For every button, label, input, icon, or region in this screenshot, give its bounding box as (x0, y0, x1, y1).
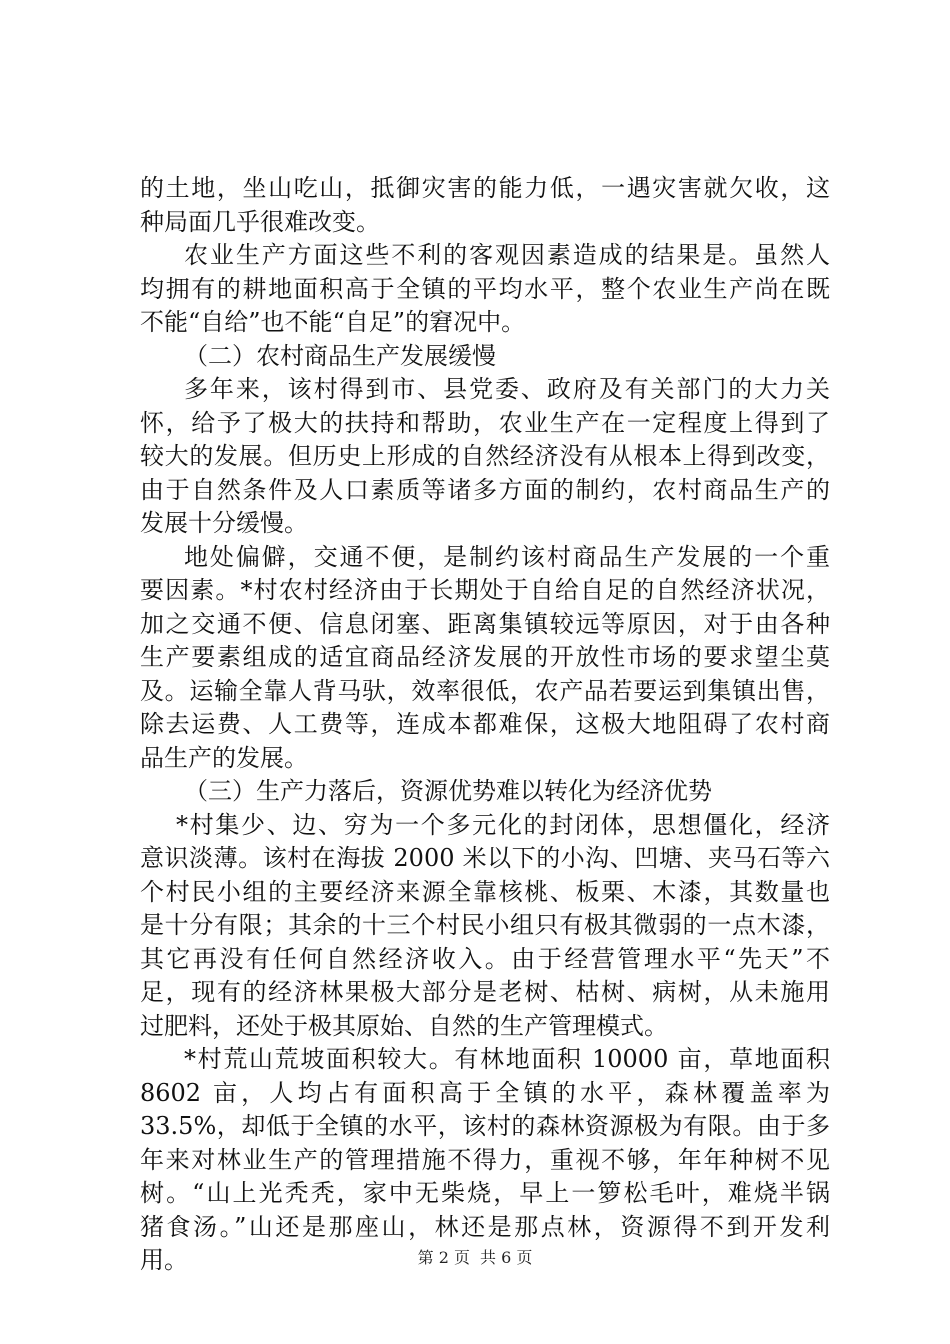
text-line: 加之交通不便、信息闭塞、距离集镇较远等原因，对于由各种 (140, 609, 830, 638)
text-line: 树。“山上光秃秃，家中无柴烧，早上一箩松毛叶，难烧半锅 (140, 1179, 830, 1207)
text-line: 种局面几乎很难改变。 (140, 207, 380, 236)
text-line: 要因素。*村农村经济由于长期处于自给自足的自然经济状况， (140, 576, 830, 604)
text-line: 猪食汤。”山还是那座山，林还是那点林，资源得不到开发利 (140, 1212, 830, 1241)
text-line: 的土地，坐山吃山，抵御灾害的能力低，一遇灾害就欠收，这 (140, 174, 830, 202)
text-line: 及。运输全靠人背马驮，效率很低，农产品若要运到集镇出售， (140, 676, 830, 705)
text-line: 生产要素组成的适宜商品经济发展的开放性市场的要求望尘莫 (140, 643, 830, 671)
paragraph-first-line: 农业生产方面这些不利的客观因素造成的结果是。虽然人 (184, 241, 830, 269)
text-line: 过肥料，还处于极其原始、自然的生产管理模式。 (140, 1011, 668, 1040)
text-line: 是十分有限；其余的十三个村民小组只有极其微弱的一点木漆， (140, 911, 830, 939)
text-line: 怀，给予了极大的扶持和帮助，农业生产在一定程度上得到了 (140, 408, 830, 437)
text-line: 除去运费、人工费等，连成本都难保，这极大地阻碍了农村商 (140, 710, 830, 738)
text-line: 由于自然条件及人口素质等诸多方面的制约，农村商品生产的 (140, 475, 830, 504)
page-total: 共 6 页 (480, 1248, 533, 1267)
text-line: 33.5%，却低于全镇的水平，该村的森林资源极为有限。由于多 (140, 1112, 830, 1140)
paragraph-first-line: 多年来，该村得到市、县党委、政府及有关部门的大力关 (184, 375, 830, 403)
paragraph-first-line: 地处偏僻，交通不便，是制约该村商品生产发展的一个重 (184, 542, 830, 571)
text-line: 8602 亩，人均占有面积高于全镇的水平，森林覆盖率为 (140, 1078, 830, 1107)
text-line: 发展十分缓慢。 (140, 509, 308, 537)
text-line: 其它再没有任何自然经济收入。由于经营管理水平“先天”不 (140, 944, 830, 973)
text-line: 较大的发展。但历史上形成的自然经济没有从根本上得到改变， (140, 442, 830, 470)
text-line: 不能“自给”也不能“自足”的窘况中。 (140, 308, 526, 336)
text-line: 个村民小组的主要经济来源全靠核桃、板栗、木漆，其数量也 (140, 877, 830, 906)
page-number: 第 2 页 (417, 1248, 470, 1267)
page-footer (0, 1245, 950, 1268)
text-line: 意识淡薄。该村在海拔 2000 米以下的小沟、凹塘、夹马石等六 (140, 844, 830, 872)
document-body (140, 172, 830, 1278)
text-line: 用。 (140, 1246, 188, 1274)
text-line: 均拥有的耕地面积高于全镇的平均水平，整个农业生产尚在既 (140, 274, 830, 303)
paragraph-first-line: *村集少、边、穷为一个多元化的封闭体，思想僵化，经济 (176, 810, 830, 839)
text-line: 年来对林业生产的管理措施不得力，重视不够，年年种树不见 (140, 1145, 830, 1174)
section-heading: （二）农村商品生产发展缓慢 (184, 341, 496, 370)
text-line: 品生产的发展。 (140, 743, 308, 772)
paragraph-first-line: *村荒山荒坡面积较大。有林地面积 10000 亩，草地面积 (184, 1045, 830, 1073)
section-heading: （三）生产力落后，资源优势难以转化为经济优势 (184, 777, 712, 805)
text-line: 足，现有的经济林果极大部分是老树、枯树、病树，从未施用 (140, 978, 830, 1006)
